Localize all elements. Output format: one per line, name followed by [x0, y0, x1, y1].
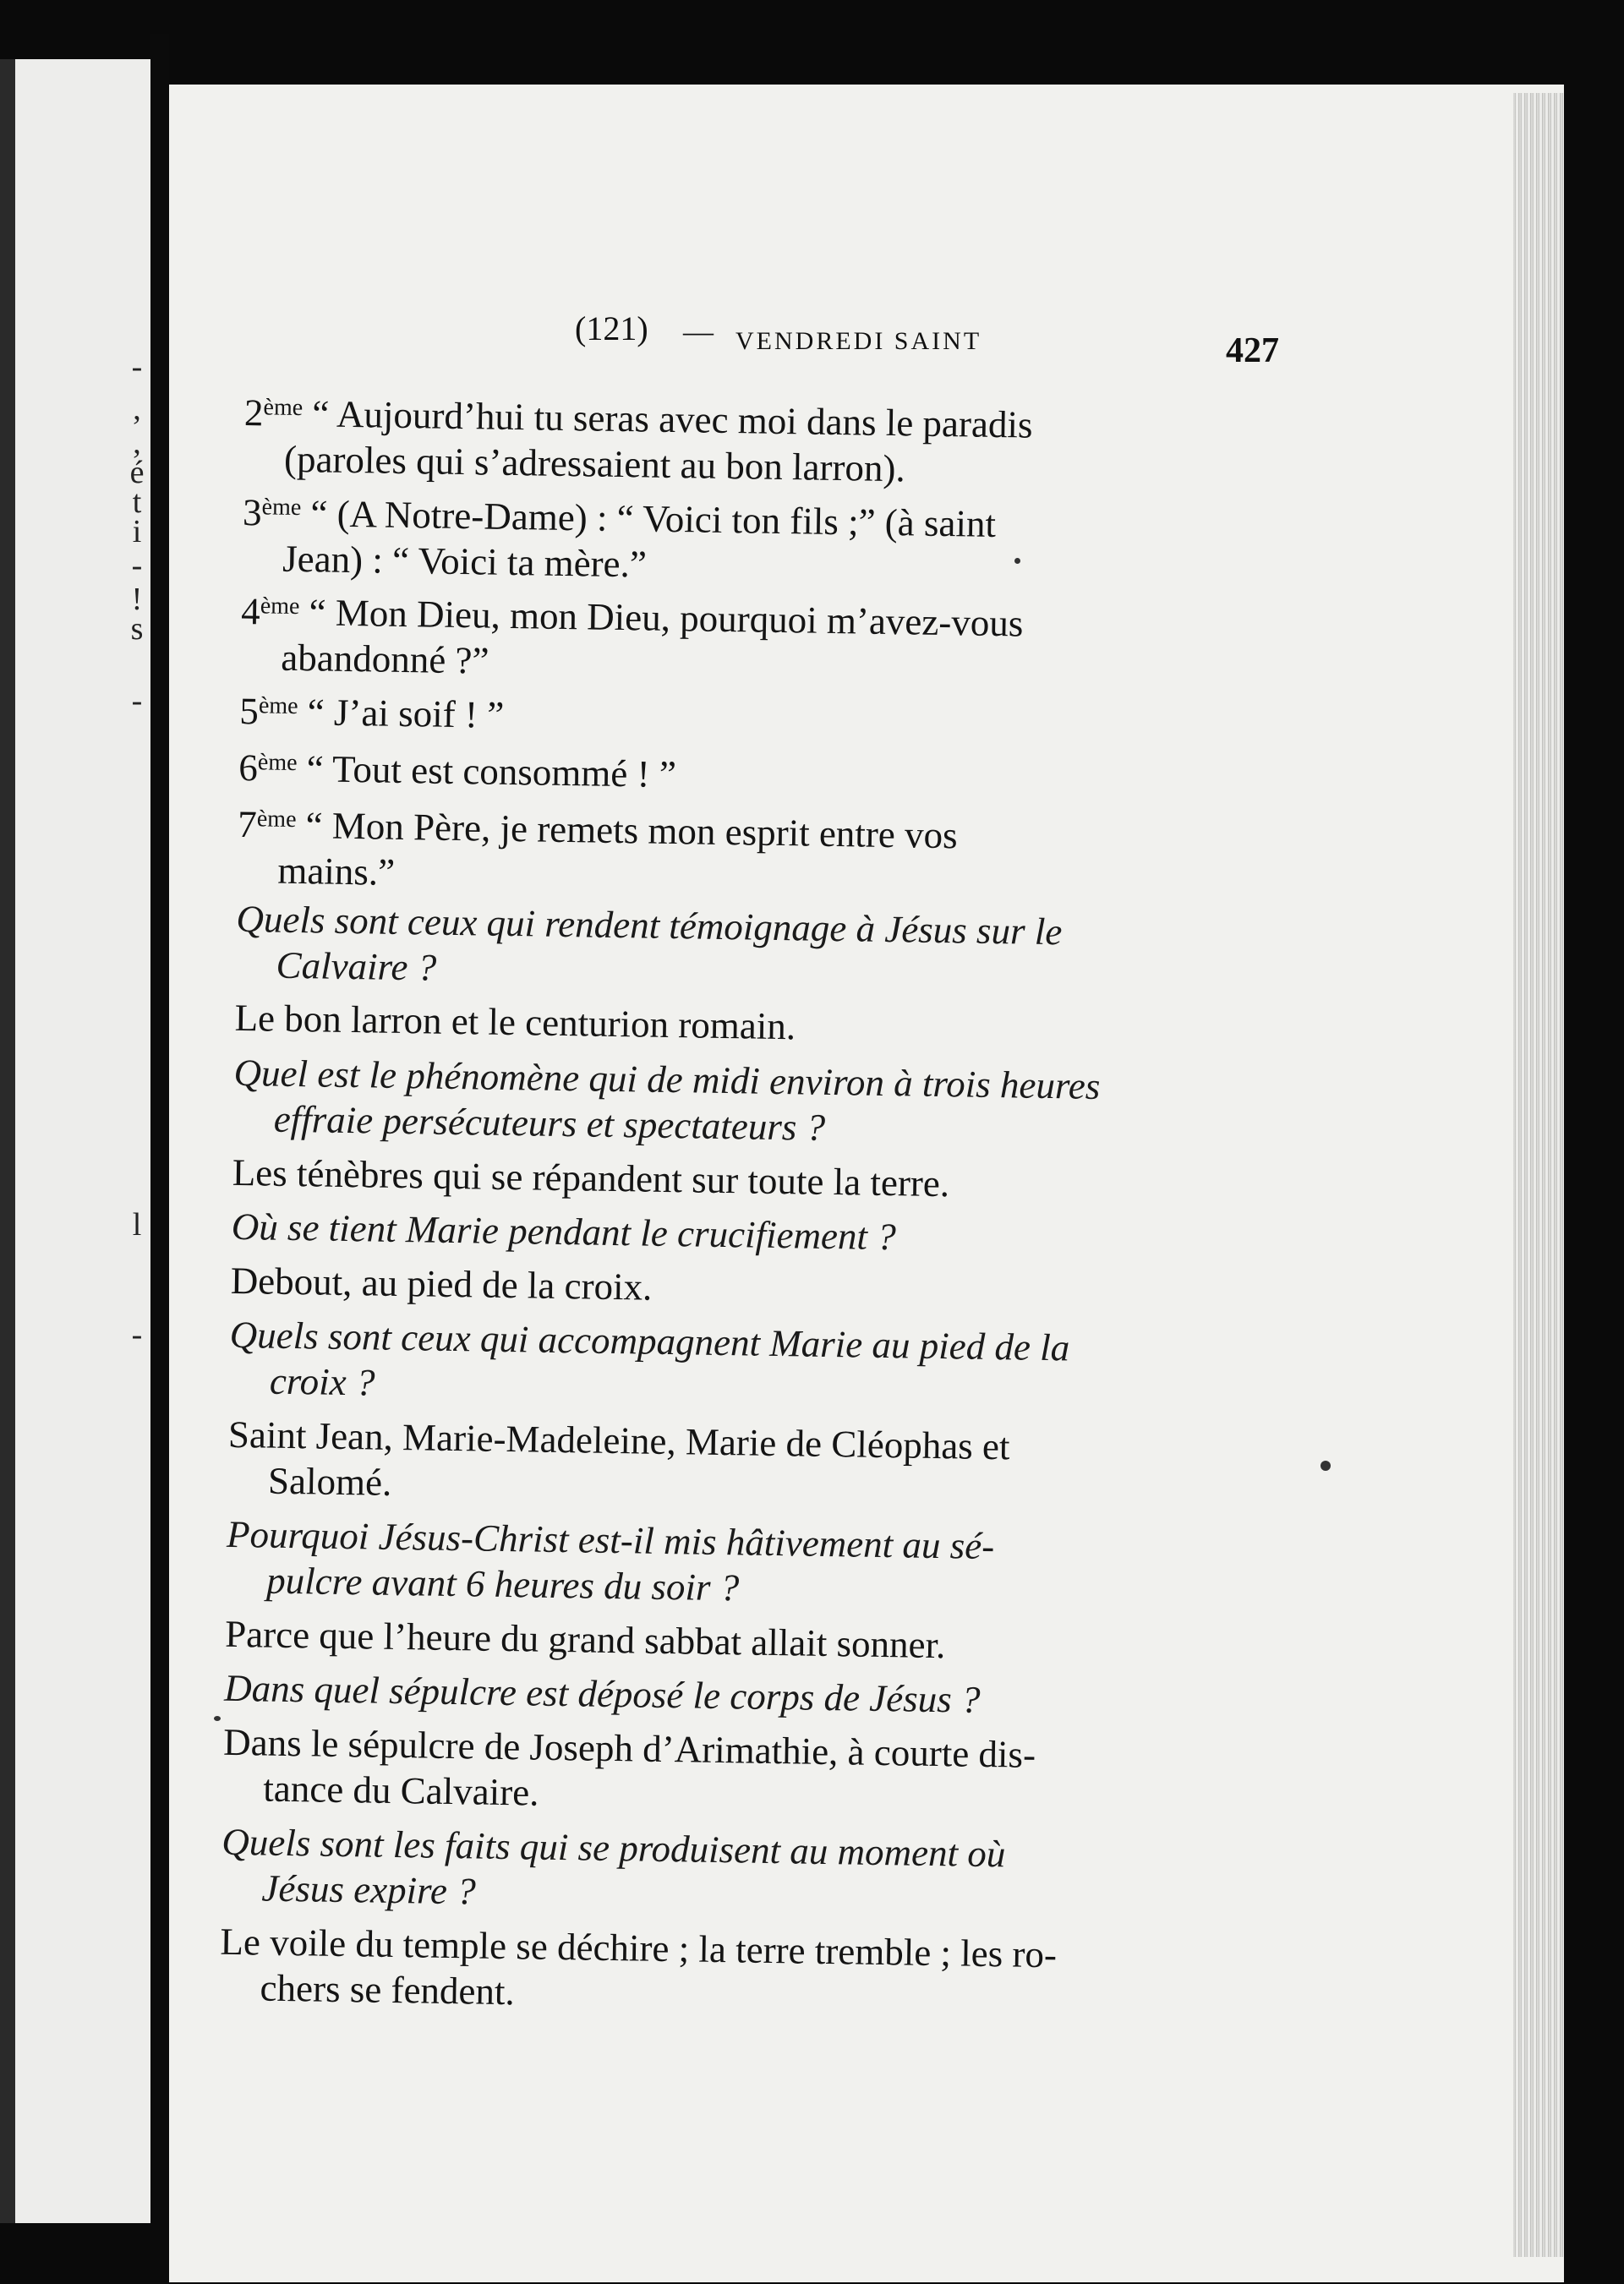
word-2 — [243, 385, 1293, 497]
word-text-cont: (paroles qui s’adressaient au bon larron). — [283, 437, 906, 490]
word-ordinal: 5ème — [238, 689, 298, 733]
answer: Saint Jean, Marie-Madeleine, Marie de Cléophas et Salomé. — [227, 1412, 1010, 1504]
question: Quels sont les faits qui se produisent au moment où Jésus expire ? — [221, 1820, 1006, 1913]
fragment: - — [131, 683, 143, 719]
answer: Le voile du temple se déchire ; la terre tremble ; les ro- chers se fendent. — [220, 1920, 1058, 2014]
word-text-cont: Jean) : “ Voici ta mère.” — [282, 537, 648, 586]
fragment: , — [133, 425, 141, 461]
word-text: “ J’ai soif ! ” — [307, 691, 505, 736]
fragment: é — [129, 455, 145, 490]
scan-speck — [214, 1716, 221, 1721]
scan-speck — [1321, 1461, 1331, 1471]
page-number: 427 — [1226, 331, 1279, 370]
word-3 — [242, 484, 1292, 597]
question: Pourquoi Jésus-Christ est-il mis hâtivement au sé- pulcre avant 6 heures du soir ? — [226, 1512, 995, 1609]
book-gutter — [150, 34, 169, 2284]
answer: Dans le sépulcre de Joseph d’Arimathie, à courte dis- tance du Calvaire. — [222, 1720, 1036, 1814]
fragment: - — [131, 548, 143, 583]
facing-page — [0, 59, 150, 2223]
word-ordinal: 3ème — [242, 490, 302, 534]
facing-page-edge — [0, 59, 15, 2223]
word-ordinal: 2ème — [243, 391, 303, 434]
fragment: ! — [131, 582, 143, 617]
fragment: t — [132, 484, 142, 520]
folio-number: (121) — [575, 309, 648, 347]
answer: Parce que l’heure du grand sabbat allait sonner. — [224, 1612, 946, 1667]
running-header — [575, 309, 1302, 368]
word-ordinal: 6ème — [238, 746, 298, 790]
fragment: i — [132, 514, 142, 549]
answer: Les ténèbres qui se répandent sur toute la terre. — [232, 1150, 950, 1205]
header-dash: — — [683, 314, 714, 348]
word-text: “ (A Notre-Dame) : “ Voici ton fils ;” (à saint — [310, 492, 997, 545]
word-text-cont: mains.” — [277, 849, 396, 893]
word-ordinal: 4ème — [240, 589, 300, 633]
word-text-cont: abandonné ?” — [280, 636, 489, 682]
question: Où se tient Marie pendant le crucifiement ? — [231, 1205, 897, 1259]
word-text: “ Mon Père, je remets mon esprit entre vos — [305, 804, 959, 857]
answer: Debout, au pied de la croix. — [230, 1259, 653, 1309]
fragment: , — [133, 391, 141, 427]
question: Quels sont ceux qui rendent témoignage à Jésus sur le Calvaire ? — [236, 897, 1063, 989]
question: Dans quel sépulcre est déposé le corps de Jésus ? — [223, 1666, 981, 1721]
page-edge-stack — [1513, 93, 1564, 2257]
fragment: - — [131, 1317, 143, 1352]
fragment: - — [131, 349, 143, 385]
word-7 — [237, 796, 1287, 909]
word-text: “ Mon Dieu, mon Dieu, pourquoi m’avez-vous — [309, 591, 1024, 645]
word-ordinal: 7ème — [237, 802, 297, 846]
fragment: l — [132, 1207, 142, 1243]
answer: Le bon larron et le centurion romain. — [234, 996, 796, 1048]
word-text: “ Tout est consommé ! ” — [306, 747, 677, 796]
word-text: “ Aujourd’hui tu seras avec moi dans le paradis — [311, 392, 1033, 446]
running-title: VENDREDI SAINT — [735, 327, 982, 355]
word-4 — [240, 583, 1290, 696]
fragment: s — [130, 611, 144, 647]
scan-speck — [1014, 558, 1020, 564]
question: Quel est le phénomène qui de midi environ à trois heures effraie persécuteurs et spectateurs ? — [233, 1051, 1101, 1149]
question: Quels sont ceux qui accompagnent Marie au pied de la croix ? — [229, 1313, 1070, 1404]
